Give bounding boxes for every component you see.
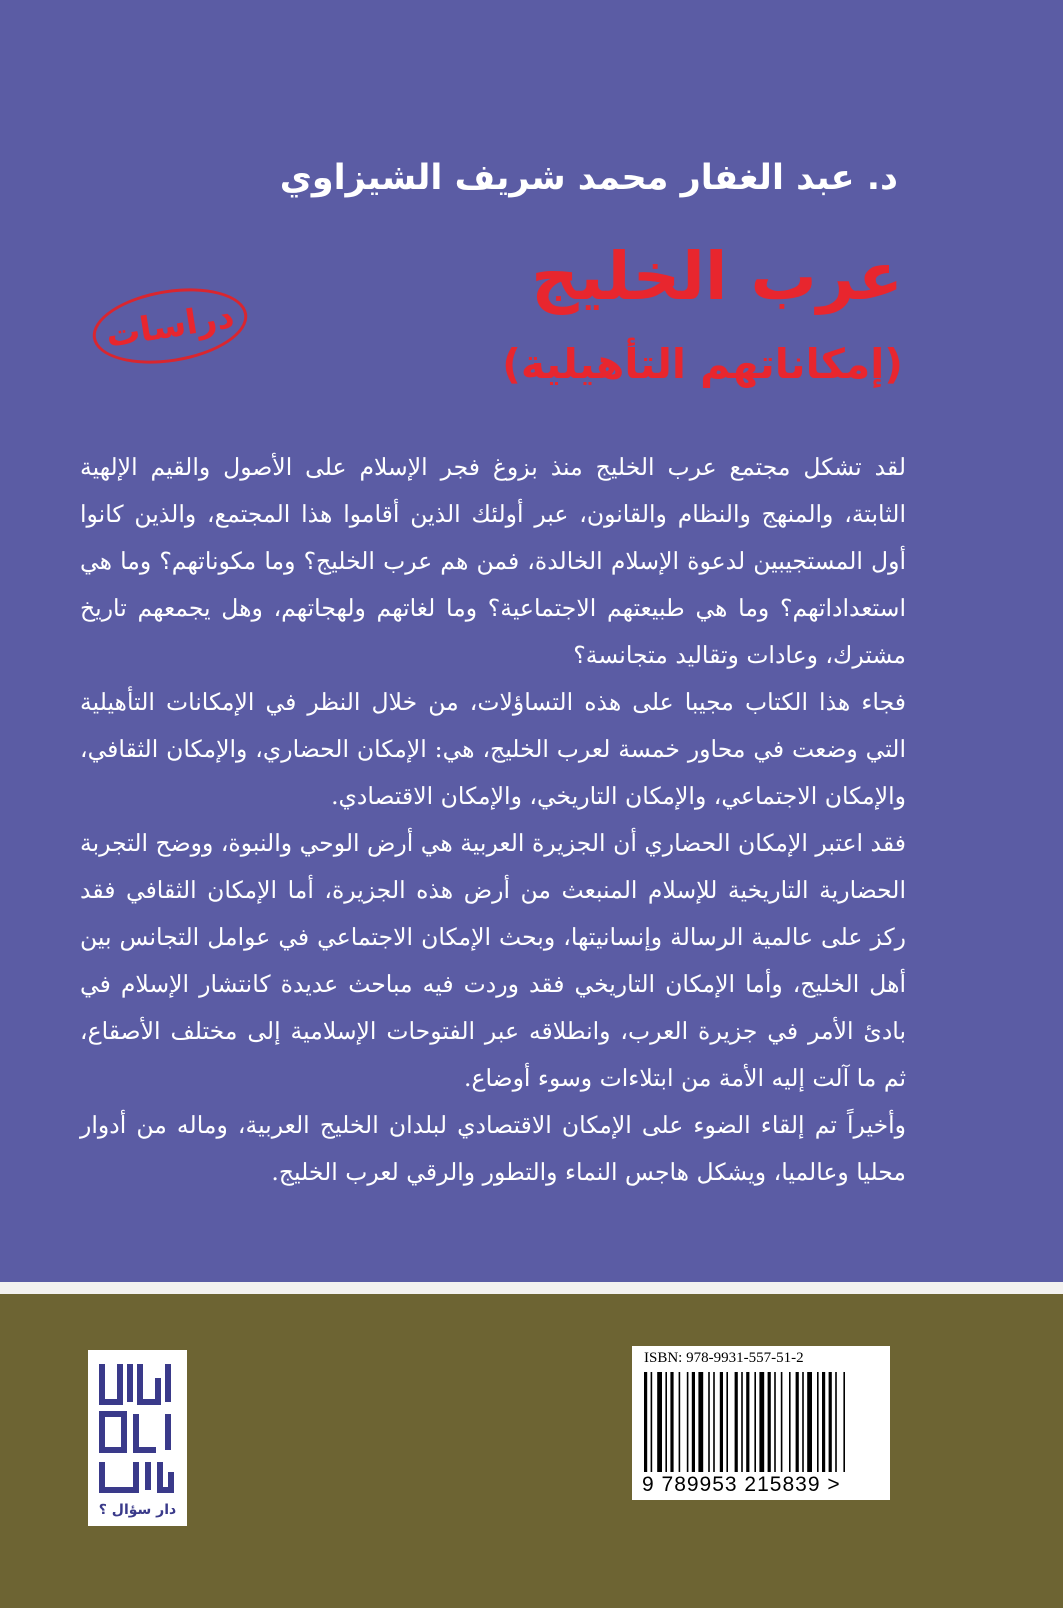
barcode-bar [768,1372,771,1472]
series-stamp-label: دراسات [103,296,237,356]
barcode-bar [802,1372,804,1472]
barcode-bar [708,1372,710,1472]
publisher-logo [88,1350,187,1526]
barcode-bar [644,1372,647,1472]
publisher-name: دار سؤال ؟ [98,1502,177,1518]
barcode-bar [698,1372,703,1472]
barcode-bar [746,1372,749,1472]
barcode-bar [759,1372,764,1472]
barcode-bar [843,1372,845,1472]
barcode-bar [781,1372,783,1472]
barcode-bar [692,1372,695,1472]
barcode-bar [829,1372,832,1472]
barcode-bar [754,1372,756,1472]
blurb-paragraph: لقد تشكل مجتمع عرب الخليج منذ بزوغ فجر الإسلام على الأصول والقيم الإلهية الثابتة، والمنهج والنظام والقانون، عبر أولئك الذين أقاموا هذا المجتمع، والذين كانوا أول المستجيبين لدعوة الإسلام الخالدة، فمن هم عرب الخليج؟ وما مكوناتهم؟ وما هي استعداداتهم؟ وما هي طبيعتهم الاجتماعية؟ وما لغاتهم ولهجاتهم، وهل يجمعهم تاريخ مشترك، وعادات وتقاليد متجانسة؟ [80,453,906,669]
barcode-number: 9 789953 215839 > [642,1473,841,1496]
divider-strip [0,1282,1063,1294]
barcode-bar [726,1372,728,1472]
barcode-bar [651,1372,653,1472]
publisher-logo-icon [96,1358,177,1498]
barcode-bar [741,1372,743,1472]
isbn-barcode [632,1346,890,1500]
isbn-label: ISBN: 978-9931-557-51-2 [644,1350,804,1366]
barcode-bar [720,1372,723,1472]
barcode-bar [807,1372,812,1472]
barcode-bar [713,1372,715,1472]
barcode-bar [774,1372,776,1472]
barcode-bar [687,1372,689,1472]
barcode-bar [670,1372,673,1472]
barcode-bar [796,1372,799,1472]
book-title: عرب الخليج [531,238,903,315]
barcode-bar [835,1372,837,1472]
barcode-bars [644,1372,882,1472]
barcode-bar [657,1372,662,1472]
blurb-paragraph: فقد اعتبر الإمكان الحضاري أن الجزيرة العربية هي أرض الوحي والنبوة، ووضح التجربة الحضارية التاريخية للإسلام المنبعث من أرض هذه الجزيرة، أما الإمكان الثقافي فقد ركز على عالمية الرسالة وإنسانيتها، وبحث الإمكان الاجتماعي في عوامل التجانس بين أهل الخليج، وأما الإمكان التاريخي فقد وردت فيه مباحث عديدة كانتشار الإسلام في بادئ الأمر في جزيرة العرب، وانطلاقه عبر الفتوحات الإسلامية إلى مختلف الأصقاع، ثم ما آلت إليه الأمة من ابتلاءات وسوء أوضاع. [80,829,907,1092]
author-name: د. عبد الغفار محمد شريف الشيزاوي [279,158,898,198]
barcode-bar [679,1372,681,1472]
barcode-bar [817,1372,819,1472]
barcode-bar [665,1372,667,1472]
blurb-paragraph: فجاء هذا الكتاب مجيبا على هذه التساؤلات، من خلال النظر في الإمكانات التأهيلية التي وضعت في محاور خمسة لعرب الخليج، هي: الإمكان الحضاري، والإمكان الثقافي، والإمكان الاجتماعي، والإمكان التاريخي، والإمكان الاقتصادي. [80,688,906,810]
barcode-bar [789,1372,791,1472]
blurb-paragraph: وأخيراً تم إلقاء الضوء على الإمكان الاقتصادي لبلدان الخليج العربية، وماله من أدوار محليا وعالميا، ويشكل هاجس النماء والتطور والرقي لعرب الخليج. [80,1111,906,1186]
barcode-bar [822,1372,825,1472]
blurb [80,444,906,1196]
barcode-bar [735,1372,738,1472]
book-subtitle: (إمكاناتهم التأهيلية) [502,340,903,388]
